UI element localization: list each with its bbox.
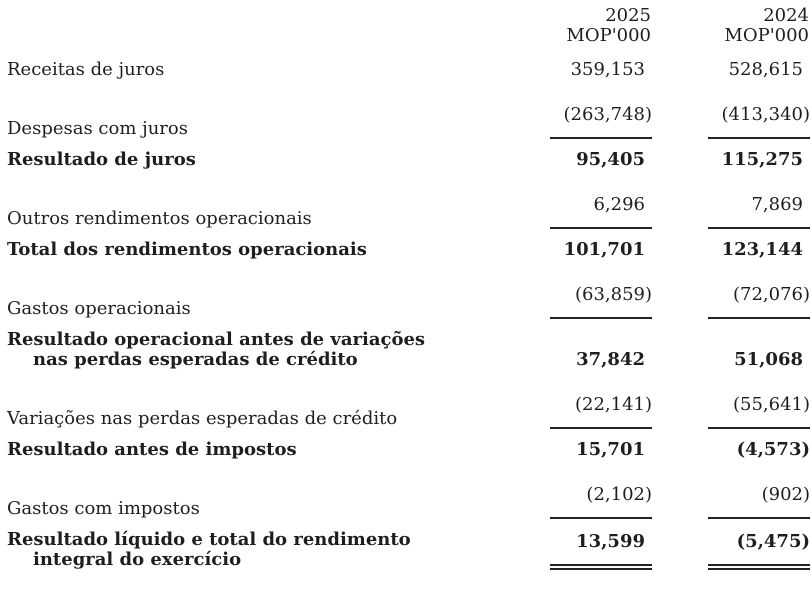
row-label-text: Gastos operacionais	[7, 298, 191, 319]
value-2025: (2,102)	[550, 485, 652, 519]
column-header-row	[7, 6, 810, 46]
value-2024: (902)	[708, 485, 810, 519]
row-gastos-com-impostos	[7, 485, 810, 519]
row-label	[7, 150, 494, 170]
row-despesas-com-juros	[7, 105, 810, 139]
value-2024: (5,475)	[708, 532, 810, 570]
row-receitas-de-juros	[7, 60, 810, 80]
row-label-text: Resultado antes de impostos	[7, 439, 297, 460]
row-label	[7, 440, 494, 460]
row-label-text: Resultado de juros	[7, 149, 196, 170]
row-label-text: Resultado líquido e total do rendimento	[7, 529, 411, 550]
value-2025: 15,701	[576, 439, 645, 460]
row-label	[7, 240, 494, 260]
value-2024: (4,573)	[736, 439, 810, 460]
row-label-text: Outros rendimentos operacionais	[7, 208, 312, 229]
value-2024: 51,068	[734, 349, 803, 370]
row-label	[7, 409, 494, 429]
row-label	[7, 299, 494, 319]
value-2025: 37,842	[576, 349, 645, 370]
column-unit-2025: MOP'000	[566, 25, 651, 46]
row-outros-rendimentos-operacionais	[7, 195, 810, 229]
row-label-line2: nas perdas esperadas de crédito	[33, 349, 358, 370]
column-header-2025	[550, 6, 652, 46]
row-label-line2: integral do exercício	[33, 549, 242, 570]
row-total-dos-rendimentos-operacionais	[7, 240, 810, 260]
row-variacoes-nas-perdas-esperadas	[7, 395, 810, 429]
value-2025: (263,748)	[550, 105, 652, 139]
value-2024: 528,615	[728, 59, 803, 80]
row-resultado-antes-de-impostos	[7, 440, 810, 460]
value-2025: 101,701	[563, 239, 645, 260]
column-year-2024: 2024	[763, 5, 809, 26]
column-unit-2024: MOP'000	[724, 25, 809, 46]
value-2024: 115,275	[721, 149, 803, 170]
row-label-text: Receitas de juros	[7, 59, 165, 80]
row-gastos-operacionais	[7, 285, 810, 319]
row-label	[7, 499, 494, 519]
row-label	[7, 209, 494, 229]
row-resultado-de-juros	[7, 150, 810, 170]
value-2024: 123,144	[721, 239, 803, 260]
row-label-text: Resultado operacional antes de variações	[7, 329, 426, 350]
value-2024: 7,869	[708, 195, 810, 229]
row-label	[7, 330, 494, 370]
value-2025: 13,599	[550, 532, 652, 570]
value-2024: (413,340)	[708, 105, 810, 139]
row-resultado-liquido-do-exercicio	[7, 530, 810, 570]
value-2025: (63,859)	[550, 285, 652, 319]
value-2025: (22,141)	[550, 395, 652, 429]
income-statement-table	[7, 60, 810, 570]
row-resultado-operacional-antes-de-variacoes	[7, 330, 810, 370]
row-label-text: Total dos rendimentos operacionais	[7, 239, 367, 260]
row-label-text: Gastos com impostos	[7, 498, 200, 519]
column-year-2025: 2025	[605, 5, 651, 26]
value-2025: 95,405	[576, 149, 645, 170]
value-2024: (72,076)	[708, 285, 810, 319]
row-label-text: Despesas com juros	[7, 118, 188, 139]
value-2025: 6,296	[550, 195, 652, 229]
value-2024: (55,641)	[708, 395, 810, 429]
value-2025: 359,153	[570, 59, 645, 80]
row-label	[7, 530, 494, 570]
column-header-2024	[708, 6, 810, 46]
row-label-text: Variações nas perdas esperadas de crédito	[7, 408, 398, 429]
row-label	[7, 119, 494, 139]
row-label	[7, 60, 494, 80]
